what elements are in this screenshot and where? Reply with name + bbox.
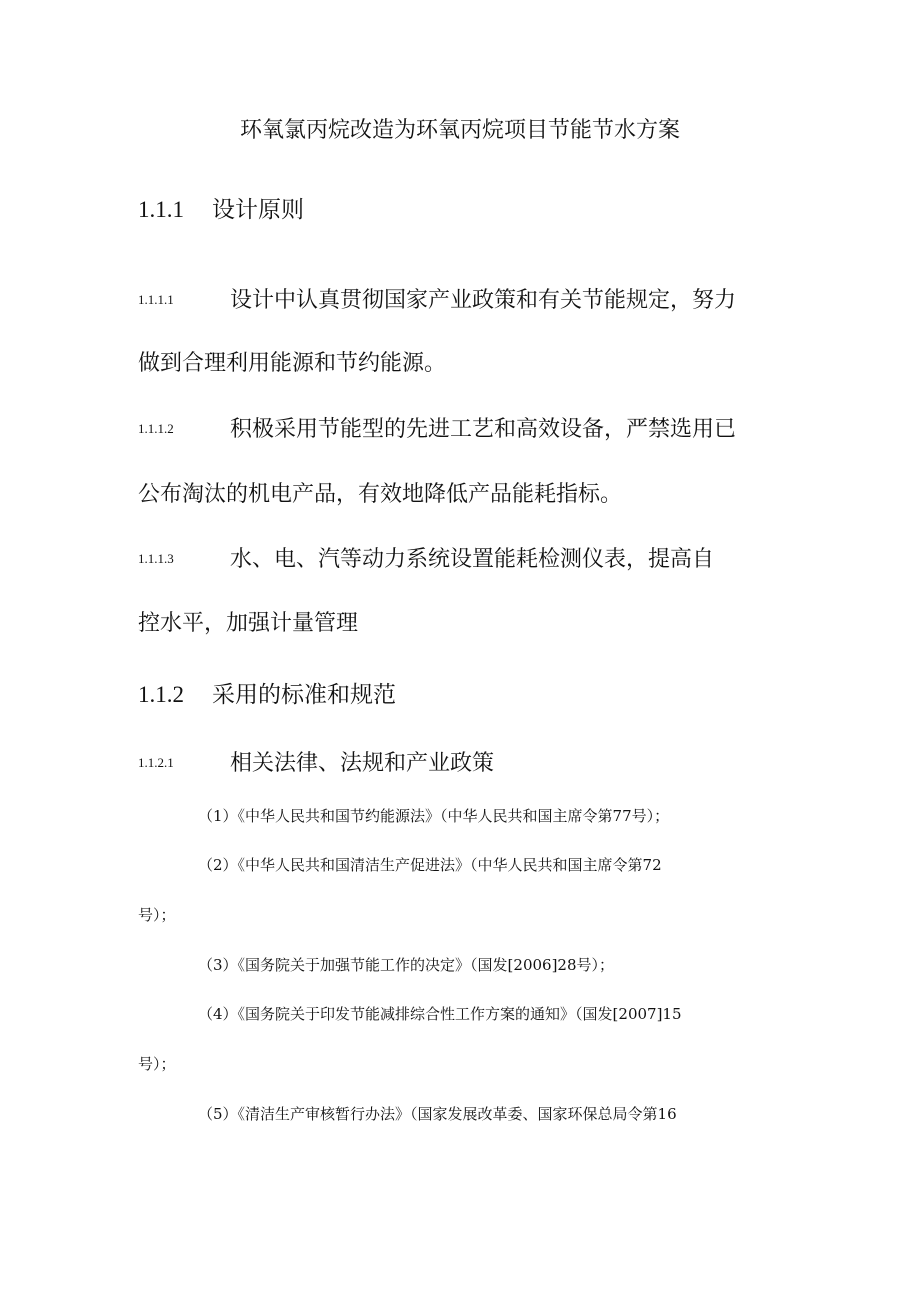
law-item-2-continuation: 号）； xyxy=(138,906,176,924)
section-heading-design-principles xyxy=(138,198,304,221)
clause-number: 1.1.1.1 xyxy=(138,292,174,307)
section-number: 1.1.2 xyxy=(138,682,184,707)
clause-1111 xyxy=(138,290,736,312)
clause-1112 xyxy=(138,419,736,441)
clause-1121 xyxy=(138,753,494,775)
law-item-4: （4）《国务院关于印发节能减排综合性工作方案的通知》（国发[2007]15 xyxy=(198,1005,682,1023)
clause-1112-continuation: 公布淘汰的机电产品，有效地降低产品能耗指标。 xyxy=(138,482,623,507)
section-title: 采用的标准和规范 xyxy=(212,682,396,707)
document-title: 环氧氯丙烷改造为环氧丙烷项目节能节水方案 xyxy=(239,118,680,143)
law-item-1: （1）《中华人民共和国节约能源法》（中华人民共和国主席令第77号）； xyxy=(198,807,670,825)
clause-title: 相关法律、法规和产业政策 xyxy=(230,751,495,776)
clause-text-line1: 积极采用节能型的先进工艺和高效设备，严禁选用已 xyxy=(230,417,737,442)
clause-1113-continuation: 控水平，加强计量管理 xyxy=(138,611,359,636)
clause-text-line1: 水、电、汽等动力系统设置能耗检测仪表，提高自 xyxy=(230,547,715,572)
law-item-4-continuation: 号）； xyxy=(138,1055,176,1073)
clause-number: 1.1.2.1 xyxy=(138,755,174,770)
law-item-3: （3）《国务院关于加强节能工作的决定》（国发[2006]28号）； xyxy=(198,956,615,974)
clause-number: 1.1.1.2 xyxy=(138,421,174,436)
law-item-5: （5）《清洁生产审核暂行办法》（国家发展改革委、国家环保总局令第16 xyxy=(198,1105,677,1123)
clause-1111-continuation: 做到合理利用能源和节约能源。 xyxy=(138,351,447,376)
section-number: 1.1.1 xyxy=(138,197,184,222)
section-title: 设计原则 xyxy=(212,197,304,222)
clause-text-line1: 设计中认真贯彻国家产业政策和有关节能规定，努力 xyxy=(230,288,737,313)
section-heading-standards xyxy=(138,683,396,706)
clause-number: 1.1.1.3 xyxy=(138,551,174,566)
law-item-2: （2）《中华人民共和国清洁生产促进法》（中华人民共和国主席令第72 xyxy=(198,856,662,874)
clause-1113 xyxy=(138,549,714,571)
